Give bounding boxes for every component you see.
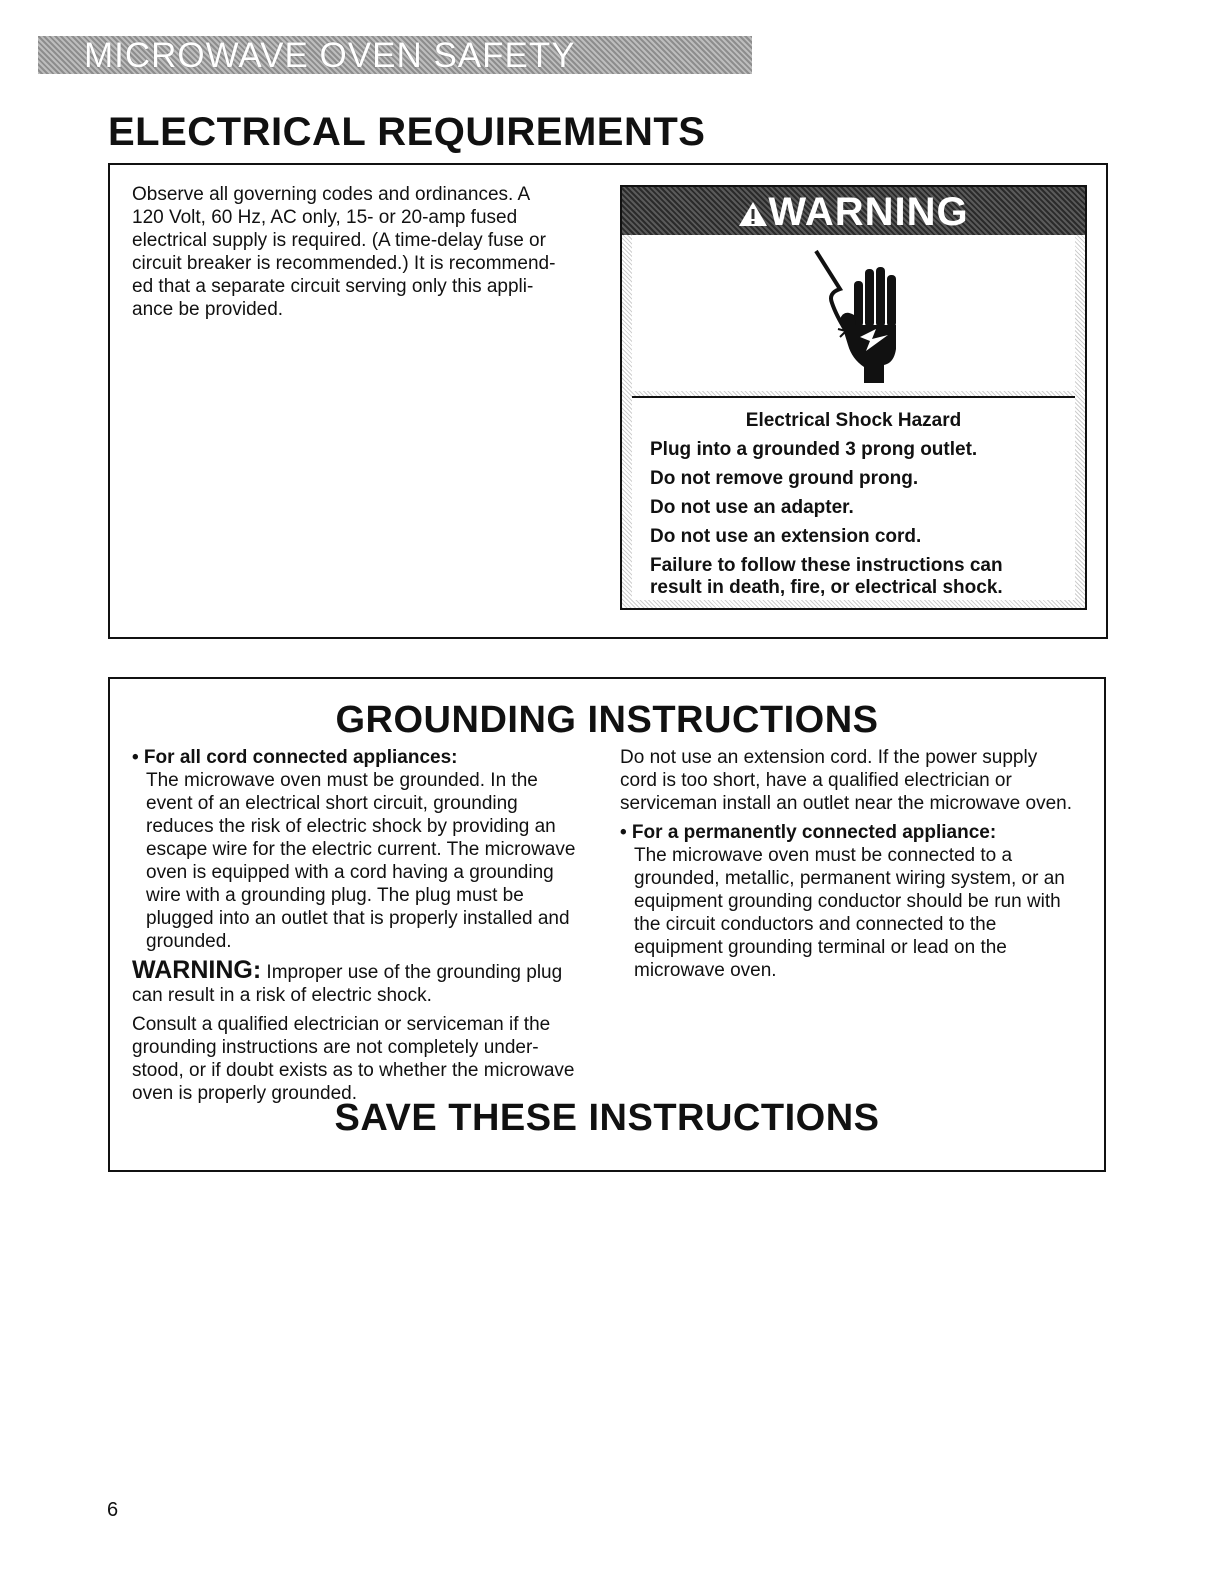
electrical-requirements-heading: ELECTRICAL REQUIREMENTS [108, 110, 706, 154]
text-line: Consult a qualified electrician or serviceman if the [132, 1014, 551, 1035]
extension-cord-text [620, 746, 1095, 815]
text-line: serviceman install an outlet near the microwave oven. [620, 793, 1073, 814]
text-line: oven is equipped with a cord having a grounding [146, 862, 554, 883]
text-line: ed that a separate circuit serving only this appli- [132, 276, 534, 297]
text-line: cord is too short, have a qualified electrician or [620, 770, 1012, 791]
text-line: ance be provided. [132, 299, 284, 320]
warning-consequence [632, 555, 1075, 599]
warning-line: Plug into a grounded 3 prong outlet. [650, 439, 978, 460]
permanently-connected-text [634, 844, 1095, 982]
electrical-shock-hand-icon [810, 245, 910, 385]
text-line: grounded. [146, 931, 232, 952]
text-line: circuit breaker is recommended.) It is recommend- [132, 253, 556, 274]
warning-line: Do not use an extension cord. [650, 526, 922, 547]
warning-icon-panel [632, 235, 1075, 391]
text-line: Improper use of the grounding plug [261, 962, 563, 983]
text-line: result in death, fire, or electrical shock. [650, 577, 1003, 598]
grounding-left-column [132, 746, 607, 1111]
grounding-instructions-box [108, 677, 1106, 1172]
permanently-connected-heading: • For a permanently connected appliance: [620, 822, 997, 843]
text-line: plugged into an outlet that is properly installed and [146, 908, 570, 929]
grounding-right-column [620, 746, 1095, 988]
grounding-warning [132, 956, 607, 1007]
grounding-warning-label: WARNING: [132, 956, 262, 984]
text-line: event of an electrical short circuit, grounding [146, 793, 518, 814]
text-line: Observe all governing codes and ordinances. A [132, 184, 531, 205]
text-line: oven is properly grounded. [132, 1083, 357, 1104]
section-banner-title: MICROWAVE OVEN SAFETY [84, 36, 576, 75]
text-line: The microwave oven must be grounded. In the [146, 770, 538, 791]
warning-word: WARNING [768, 190, 969, 234]
warning-title: Electrical Shock Hazard [745, 410, 962, 431]
text-line: microwave oven. [634, 960, 777, 981]
text-line: the circuit conductors and connected to the [634, 914, 997, 935]
warning-header-text [622, 187, 1085, 237]
text-line: can result in a risk of electric shock. [132, 985, 432, 1006]
text-line: grounding instructions are not completely under- [132, 1037, 539, 1058]
warning-line: Do not use an adapter. [650, 497, 854, 518]
text-line: wire with a grounding plug. The plug must be [146, 885, 524, 906]
text-line: stood, or if doubt exists as to whether the microwave [132, 1060, 575, 1081]
electrical-requirements-text [132, 183, 592, 321]
page-number: 6 [107, 1499, 119, 1521]
text-line: equipment grounding conductor should be run with [634, 891, 1061, 912]
section-banner [38, 36, 752, 74]
warning-label-box [620, 185, 1087, 610]
alert-triangle-icon [738, 200, 768, 228]
warning-line: Do not remove ground prong. [650, 468, 919, 489]
text-line: electrical supply is required. (A time-delay fuse or [132, 230, 546, 251]
text-line: The microwave oven must be connected to a [634, 845, 1013, 866]
warning-header [622, 187, 1085, 235]
grounding-instructions-heading: GROUNDING INSTRUCTIONS [335, 699, 879, 741]
cord-connected-heading: • For all cord connected appliances: [132, 747, 458, 768]
save-instructions-heading: SAVE THESE INSTRUCTIONS [334, 1097, 880, 1139]
text-line: Do not use an extension cord. If the power supply [620, 747, 1038, 768]
text-line: grounded, metallic, permanent wiring system, or an [634, 868, 1065, 889]
consult-electrician-text [132, 1013, 607, 1105]
text-line: equipment grounding terminal or lead on the [634, 937, 1007, 958]
text-line: escape wire for the electric current. The microwave [146, 839, 576, 860]
cord-connected-text [146, 769, 607, 953]
text-line: reduces the risk of electric shock by providing an [146, 816, 556, 837]
electrical-requirements-box [108, 163, 1108, 639]
text-line: 120 Volt, 60 Hz, AC only, 15- or 20-amp fused [132, 207, 518, 228]
text-line: Failure to follow these instructions can [650, 555, 1003, 576]
warning-text-panel [632, 396, 1075, 600]
